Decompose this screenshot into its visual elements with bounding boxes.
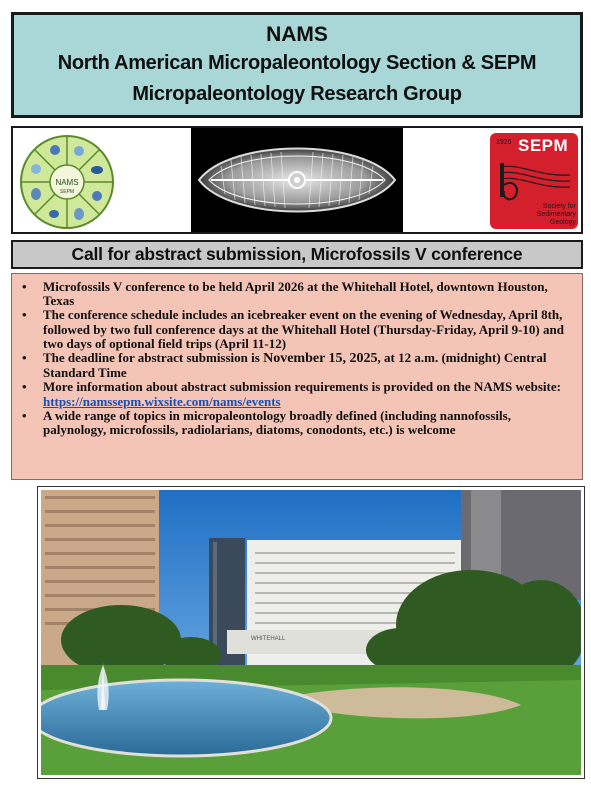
header-line-1: NAMS bbox=[266, 23, 328, 46]
sepm-title: SEPM bbox=[518, 136, 569, 155]
bullet-text-deadline-post: , at 12 a.m. (midnight) Central Standard Time bbox=[43, 350, 547, 381]
header-line-2: North American Micropaleontology Section & SEPM bbox=[57, 52, 537, 74]
nams-events-link[interactable]: https://namssepm.wixsite.com/nams/events bbox=[43, 393, 281, 409]
list-item bbox=[22, 409, 568, 437]
list-item bbox=[22, 351, 568, 380]
bullet-text-schedule: The conference schedule includes an icebreaker event on the evening of Wednesday, April 8th, followed by two full conference days at the Whitehall Hotel (Thursday-Friday, April 9-10) and two days of optional field trips (April 11-12) bbox=[43, 307, 564, 351]
bullet-text-topics: A wide range of topics in micropaleontology broadly defined (including nannofossils, palynology, microfossils, radiolarians, diatoms, conodonts, etc.) is welcome bbox=[43, 407, 511, 438]
deadline-date: November 15, 2025 bbox=[263, 351, 378, 367]
diatom-image bbox=[191, 128, 403, 232]
whitehall-hotel-photo bbox=[41, 490, 581, 775]
hotel-photo-frame bbox=[37, 486, 585, 779]
info-list bbox=[22, 280, 568, 437]
list-item bbox=[22, 280, 568, 308]
logo-strip bbox=[11, 126, 583, 234]
nams-logo-subtext: SEPM bbox=[59, 189, 75, 195]
sepm-subtitle: Society for Sedimentary Geology bbox=[536, 203, 576, 226]
nams-logo bbox=[19, 134, 115, 230]
bullet-text-info-pre: More information about abstract submission requirements is provided on the NAMS website: bbox=[43, 379, 561, 395]
sepm-year: 1926 bbox=[496, 139, 512, 146]
conference-info-box bbox=[11, 273, 583, 480]
bullet-text-venue: Microfossils V conference to be held April 2026 at the Whitehall Hotel, downtown Houston, Texas bbox=[43, 279, 548, 309]
list-item bbox=[22, 308, 568, 351]
header-banner bbox=[11, 12, 583, 118]
call-for-abstracts-title: Call for abstract submission, Microfossils V conference bbox=[11, 240, 583, 269]
hotel-sign: WHITEHALL bbox=[251, 636, 286, 642]
bullet-dot: • bbox=[22, 350, 27, 366]
bullet-dot: • bbox=[22, 379, 27, 395]
bullet-dot: • bbox=[22, 407, 27, 423]
nams-logo-text: NAMS bbox=[55, 178, 79, 187]
sepm-logo bbox=[490, 133, 578, 229]
bullet-dot: • bbox=[22, 279, 27, 294]
bullet-text-deadline-pre: The deadline for abstract submission is bbox=[43, 350, 264, 366]
list-item bbox=[22, 380, 568, 408]
header-line-3: Micropaleontology Research Group bbox=[132, 83, 462, 105]
bullet-dot: • bbox=[22, 307, 27, 323]
